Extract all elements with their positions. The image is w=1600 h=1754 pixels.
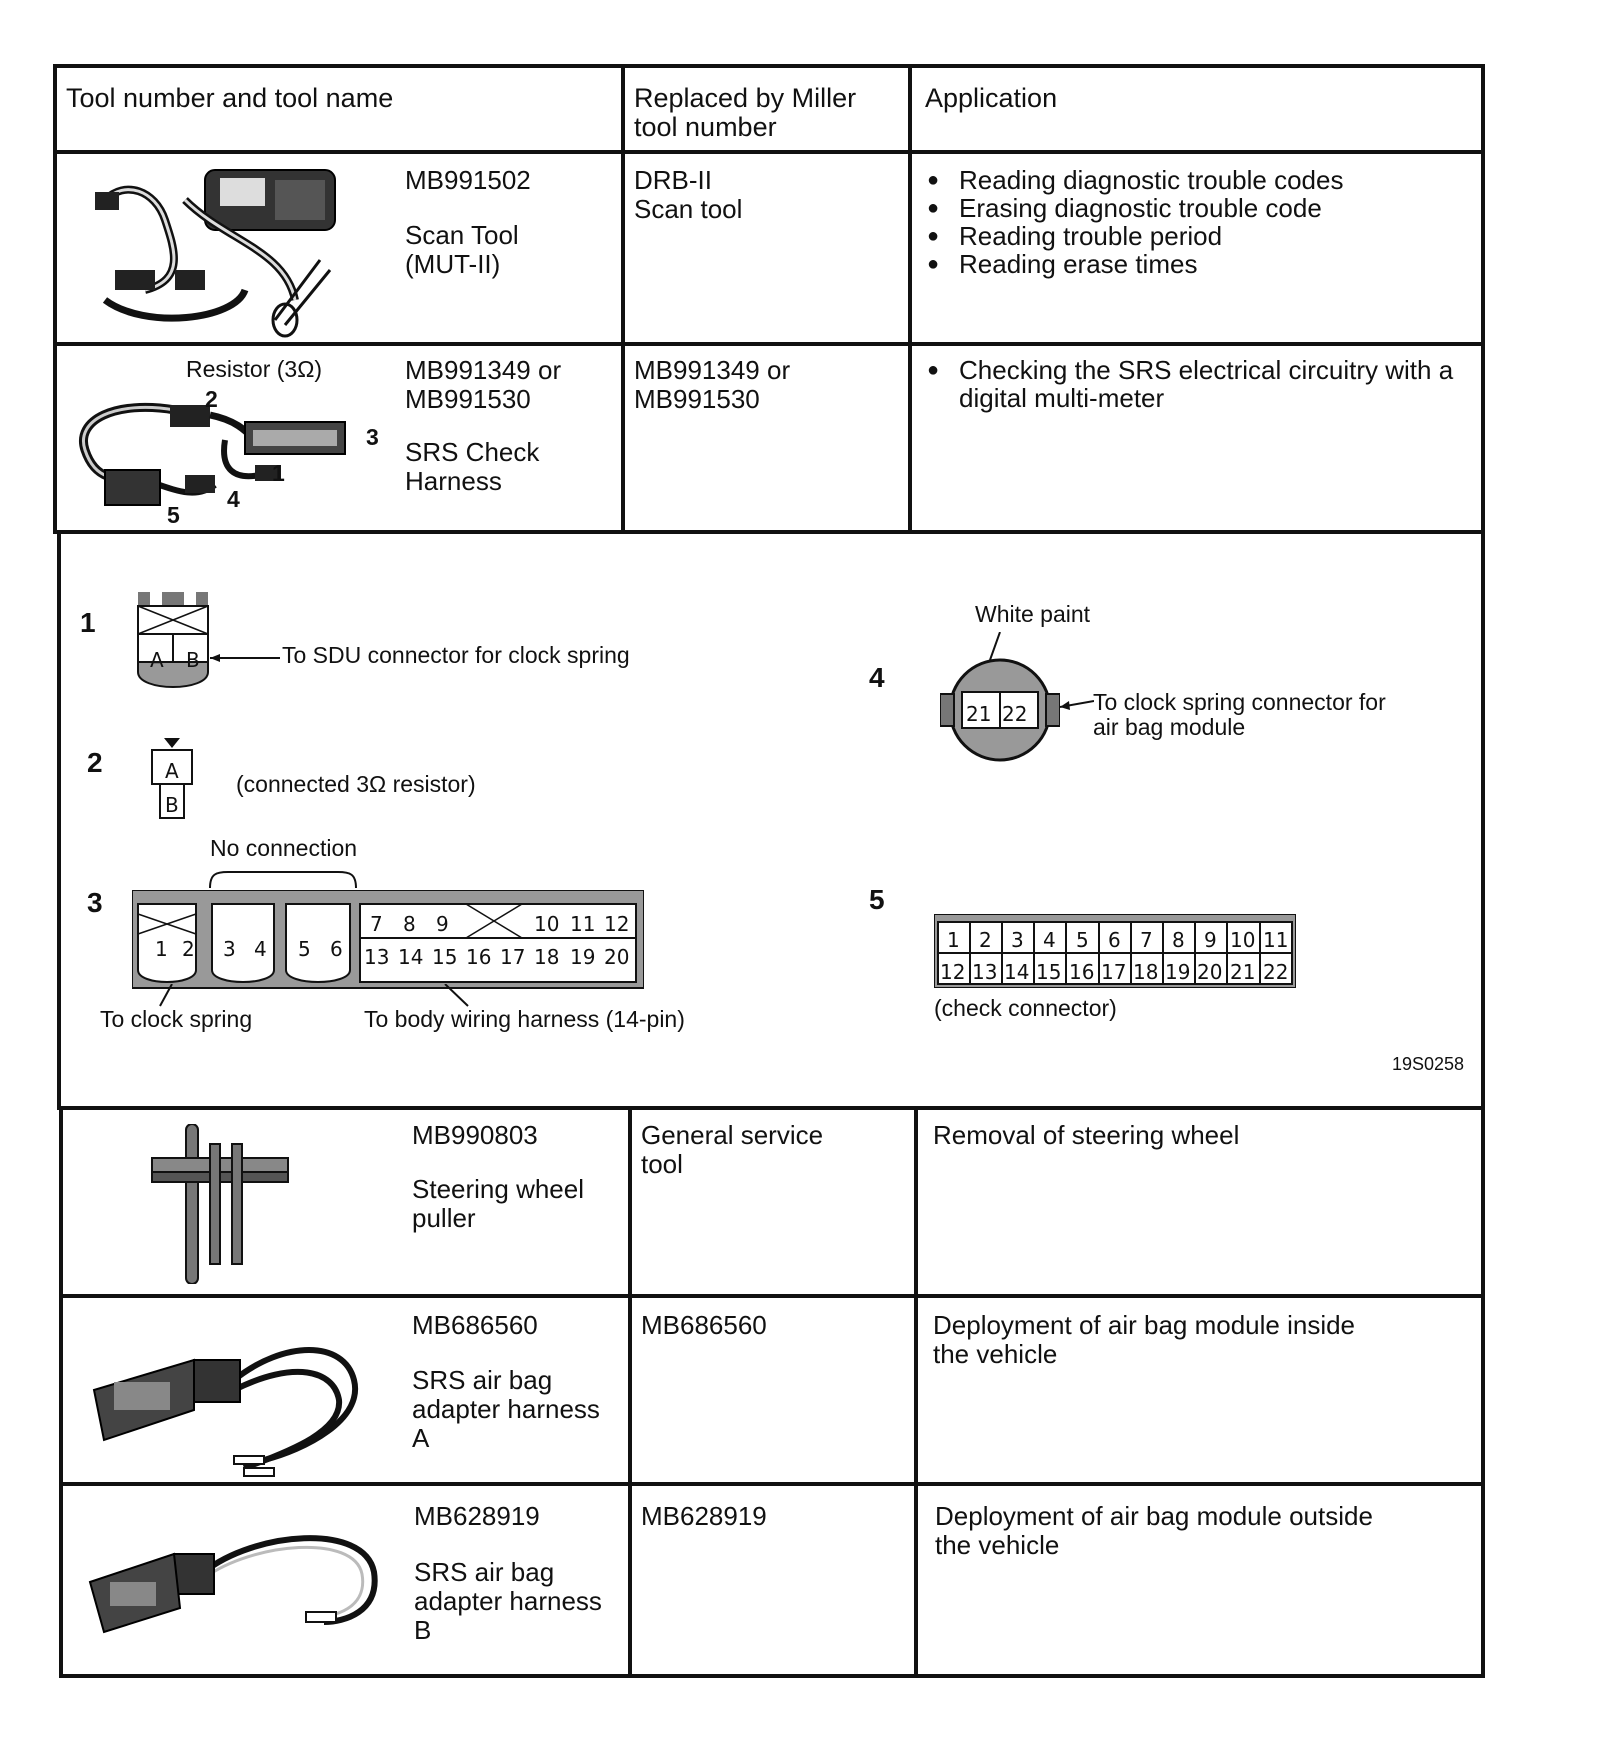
connector-2-label: (connected 3Ω resistor) (236, 771, 476, 797)
connector-1-pin: B (186, 648, 200, 672)
check-harness-icon (75, 360, 375, 530)
connector-3-pin: 13 (364, 945, 390, 969)
application-item: ● Checking the SRS electrical circuitry with a digital multi-meter (925, 356, 1465, 412)
application-text: Deployment of air bag module inside the vehicle (933, 1310, 1356, 1369)
connector-3-icon (132, 890, 644, 990)
callout-3: 3 (366, 424, 379, 450)
connector-5-pin: 4 (1043, 928, 1056, 952)
tool-name: SRS air bag adapter harness B (414, 1557, 602, 1645)
application-item: ● Erasing diagnostic trouble code (925, 194, 1465, 222)
figure-reference-code: 19S0258 (1392, 1054, 1465, 1074)
connector-5-pin: 10 (1230, 928, 1256, 952)
leader-lines (150, 984, 470, 1008)
connector-4-icon (940, 632, 1060, 762)
connector-5-pin: 9 (1204, 928, 1217, 952)
connector-5-pin: 22 (1263, 960, 1289, 984)
connector-3-pin: 3 (223, 937, 236, 961)
connector-5-pin: 1 (947, 928, 960, 952)
diagram-number-5: 5 (869, 884, 885, 915)
connector-3-pin: 7 (370, 912, 383, 936)
connector-4-label: To clock spring connector for air bag module (1093, 689, 1386, 740)
leader-line (210, 653, 280, 663)
application-list (925, 356, 1465, 412)
connector-3-pin: 19 (570, 945, 596, 969)
leader-line (1060, 697, 1094, 711)
white-paint-label: White paint (975, 601, 1091, 627)
adapter-harness-b-icon (84, 1512, 384, 1662)
diagram-panel (57, 530, 1485, 1110)
connector-5-pin: 7 (1140, 928, 1153, 952)
header-application: Application (925, 83, 1058, 113)
header-miller: Replaced by Miller tool number (634, 83, 857, 142)
application-list (925, 166, 1465, 278)
application-item: ● Reading diagnostic trouble codes (925, 166, 1465, 194)
connector-3-pin: 16 (466, 945, 492, 969)
connector-5-pin: 20 (1197, 960, 1223, 984)
connector-3-label-left: To clock spring (100, 1006, 253, 1032)
connector-1-label: To SDU connector for clock spring (282, 642, 630, 668)
connector-3-pin: 10 (534, 912, 560, 936)
connector-3-pin: 15 (432, 945, 458, 969)
connector-3-pin: 18 (534, 945, 560, 969)
connector-3-pin: 1 (155, 937, 168, 961)
miller-number: General service tool (641, 1120, 824, 1179)
no-connection-bracket (208, 866, 358, 890)
connector-3-pin: 17 (500, 945, 526, 969)
connector-5-pin: 2 (979, 928, 992, 952)
application-text: Deployment of air bag module outside the vehicle (935, 1501, 1373, 1560)
miller-number: DRB-II Scan tool (634, 165, 743, 224)
application-item: ● Reading trouble period (925, 222, 1465, 250)
scan-tool-icon (85, 160, 345, 340)
connector-3-pin: 4 (254, 937, 267, 961)
col-divider (914, 1106, 918, 1678)
callout-1: 1 (272, 460, 285, 486)
miller-number: MB686560 (641, 1310, 767, 1340)
connector-5-pin: 17 (1101, 960, 1127, 984)
connector-1-icon (136, 592, 210, 698)
miller-number: MB991349 or MB991530 (634, 355, 791, 414)
application-item: ● Reading erase times (925, 250, 1465, 278)
connector-3-pin: 8 (403, 912, 416, 936)
diagram-number-4: 4 (869, 662, 885, 693)
diagram-number-1: 1 (80, 607, 96, 638)
tool-name: Steering wheel puller (412, 1174, 584, 1233)
tool-number: MB990803 (412, 1120, 538, 1150)
connector-2-pin: B (165, 793, 179, 817)
connector-5-pin: 8 (1172, 928, 1185, 952)
connector-5-pin: 3 (1011, 928, 1024, 952)
connector-5-pin: 13 (972, 960, 998, 984)
connector-5-pin: 15 (1036, 960, 1062, 984)
connector-3-pin: 9 (436, 912, 449, 936)
col-divider (621, 64, 625, 534)
connector-5-pin: 14 (1004, 960, 1030, 984)
connector-5-pin: 19 (1165, 960, 1191, 984)
col-divider (908, 64, 912, 534)
connector-5-pin: 12 (940, 960, 966, 984)
resistor-callout: Resistor (3Ω) (186, 356, 323, 382)
connector-4-pin: 22 (1002, 702, 1028, 726)
connector-5-pin: 6 (1108, 928, 1121, 952)
connector-3-label-right: To body wiring harness (14-pin) (364, 1006, 685, 1032)
connector-3-pin: 12 (604, 912, 630, 936)
connector-5-pin: 21 (1230, 960, 1256, 984)
tool-name: Scan Tool (MUT-II) (405, 220, 519, 279)
col-divider (628, 1106, 632, 1678)
connector-1-pin: A (150, 648, 164, 672)
connector-3-pin: 14 (398, 945, 424, 969)
callout-2: 2 (205, 386, 218, 412)
connector-3-pin: 11 (570, 912, 596, 936)
callout-5: 5 (167, 502, 180, 528)
callout-4: 4 (227, 486, 240, 512)
miller-number: MB628919 (641, 1501, 767, 1531)
connector-3-pin: 5 (298, 937, 311, 961)
no-connection-label: No connection (210, 835, 358, 861)
tool-number: MB991349 or MB991530 (405, 355, 562, 414)
connector-5-pin: 16 (1069, 960, 1095, 984)
connector-2-pin: A (165, 759, 179, 783)
tool-number: MB686560 (412, 1310, 538, 1340)
connector-5-pin: 11 (1263, 928, 1289, 952)
tool-number: MB628919 (414, 1501, 540, 1531)
diagram-number-3: 3 (87, 887, 103, 918)
connector-3-pin: 20 (604, 945, 630, 969)
header-tool-number: Tool number and tool name (66, 83, 394, 113)
tool-name: SRS air bag adapter harness A (412, 1365, 600, 1453)
connector-3-pin: 2 (182, 937, 195, 961)
connector-5-pin: 5 (1076, 928, 1089, 952)
connector-4-pin: 21 (966, 702, 992, 726)
steering-wheel-puller-icon (150, 1124, 290, 1284)
diagram-number-2: 2 (87, 747, 103, 778)
tool-name: SRS Check Harness (405, 437, 540, 496)
tool-number: MB991502 (405, 165, 531, 195)
connector-3-pin: 6 (330, 937, 343, 961)
connector-5-label: (check connector) (934, 995, 1117, 1021)
application-text: Removal of steering wheel (933, 1120, 1240, 1150)
connector-5-pin: 18 (1133, 960, 1159, 984)
adapter-harness-a-icon (84, 1320, 374, 1480)
